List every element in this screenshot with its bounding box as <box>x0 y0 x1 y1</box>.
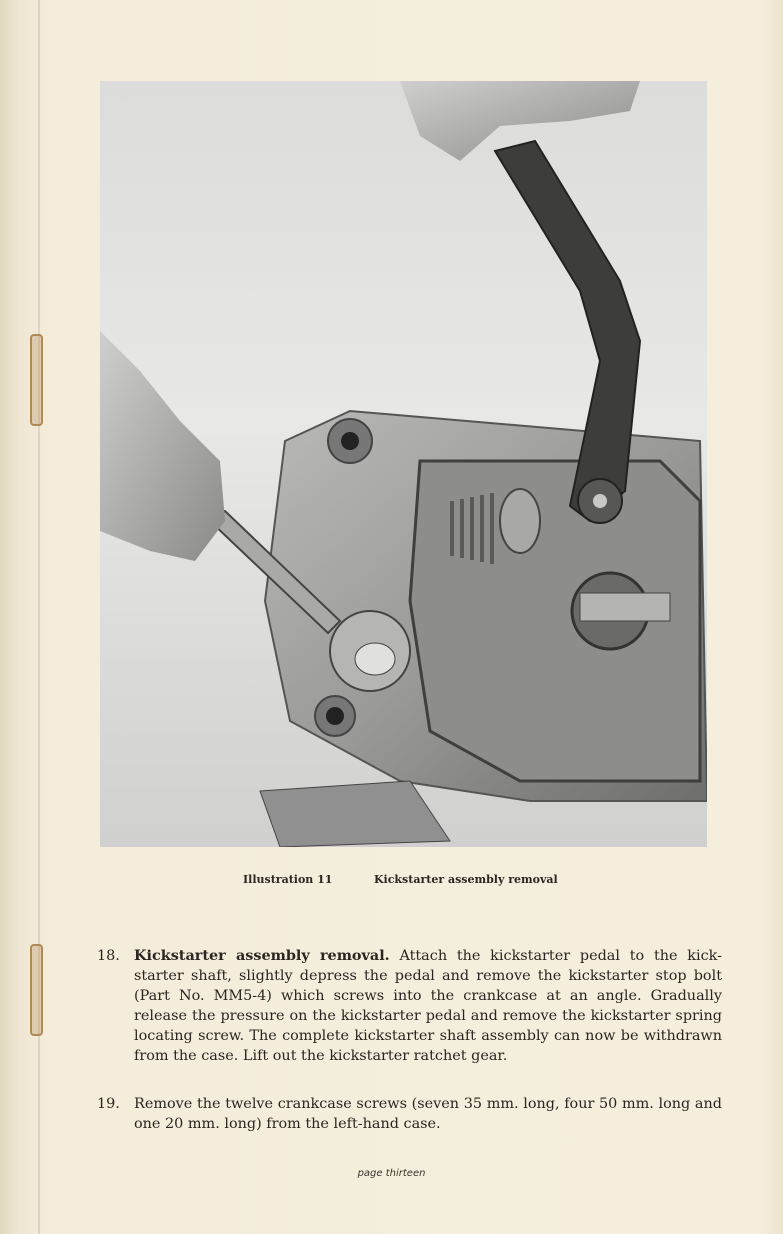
kickstarter-photo <box>100 81 707 847</box>
illustration-title: Kickstarter assembly removal <box>374 873 558 886</box>
staple-top <box>30 334 43 426</box>
step-text: Remove the twelve crankcase screws (seven 35 mm. long, four 50 mm. long and one 20 mm. long) from the left-hand case. <box>134 1096 722 1132</box>
step-number: 19. <box>97 1096 120 1112</box>
illustration-number: Illustration 11 <box>243 873 333 886</box>
step-18 <box>97 946 722 1066</box>
step-body <box>134 1094 722 1134</box>
step-body <box>134 946 722 1066</box>
step-19 <box>97 1094 722 1134</box>
step-text: Attach the kickstarter pedal to the kick-starter shaft, slightly depress the pedal and remove the kickstarter stop bolt (Part No. MM5-4) which screws into the crankcase at an angle. Gradually release the pressure on the kickstarter pedal and remove the kickstarter spring locating screw. The complete kickstarter shaft assembly can now be withdrawn from the case. Lift out the kickstarter ratchet gear. <box>134 948 723 1064</box>
step-heading: Kickstarter assembly removal. <box>134 947 390 964</box>
page-fold <box>38 0 40 1234</box>
staple-bottom <box>30 944 43 1036</box>
page-footer: page thirteen <box>357 1168 426 1179</box>
step-number: 18. <box>97 948 120 964</box>
